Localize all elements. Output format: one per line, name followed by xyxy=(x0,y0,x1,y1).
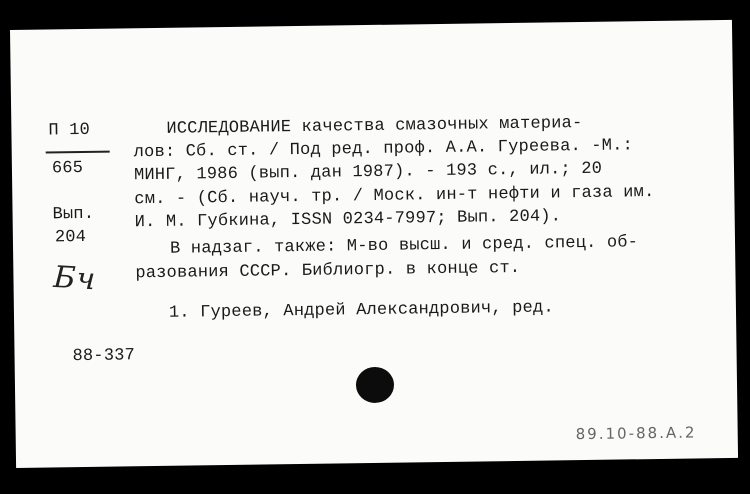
stamp-text: 89.10-88.А.2 xyxy=(575,423,697,444)
call-number-divider xyxy=(46,151,110,153)
punch-hole xyxy=(356,367,394,404)
catalog-card xyxy=(10,20,738,468)
tracing: 1. Гуреев, Андрей Александрович, ред. xyxy=(168,298,554,323)
description-line-3: МИНГ, 1986 (вып. дан 1987). - 193 с., ил.; 20 xyxy=(133,159,603,186)
description-line-1: ИССЛЕДОВАНИЕ качества смазочных материа- xyxy=(166,114,583,139)
issue-label: Вып. xyxy=(52,204,95,225)
description-line-5: И. М. Губкина, ISSN 0234-7997; Вып. 204). xyxy=(134,207,562,233)
issue-number: 204 xyxy=(54,227,87,248)
note-line-1: В надзаг. также: М-во высш. и сред. спец. об- xyxy=(169,233,639,259)
call-number: 665 xyxy=(51,158,84,179)
note-line-2: разования СССР. Библиогр. в конце ст. xyxy=(135,258,521,284)
description-line-4: см. - (Сб. науч. тр. / Моск. ин-т нефти и газа им. xyxy=(134,183,655,210)
description-line-2: лов: Сб. ст. / Под ред. проф. А.А. Гуреева. -М.: xyxy=(133,136,634,163)
handwritten-mark: Бч xyxy=(52,259,98,298)
call-number-class: П 10 xyxy=(48,120,91,141)
card-number: 88-337 xyxy=(72,346,136,367)
